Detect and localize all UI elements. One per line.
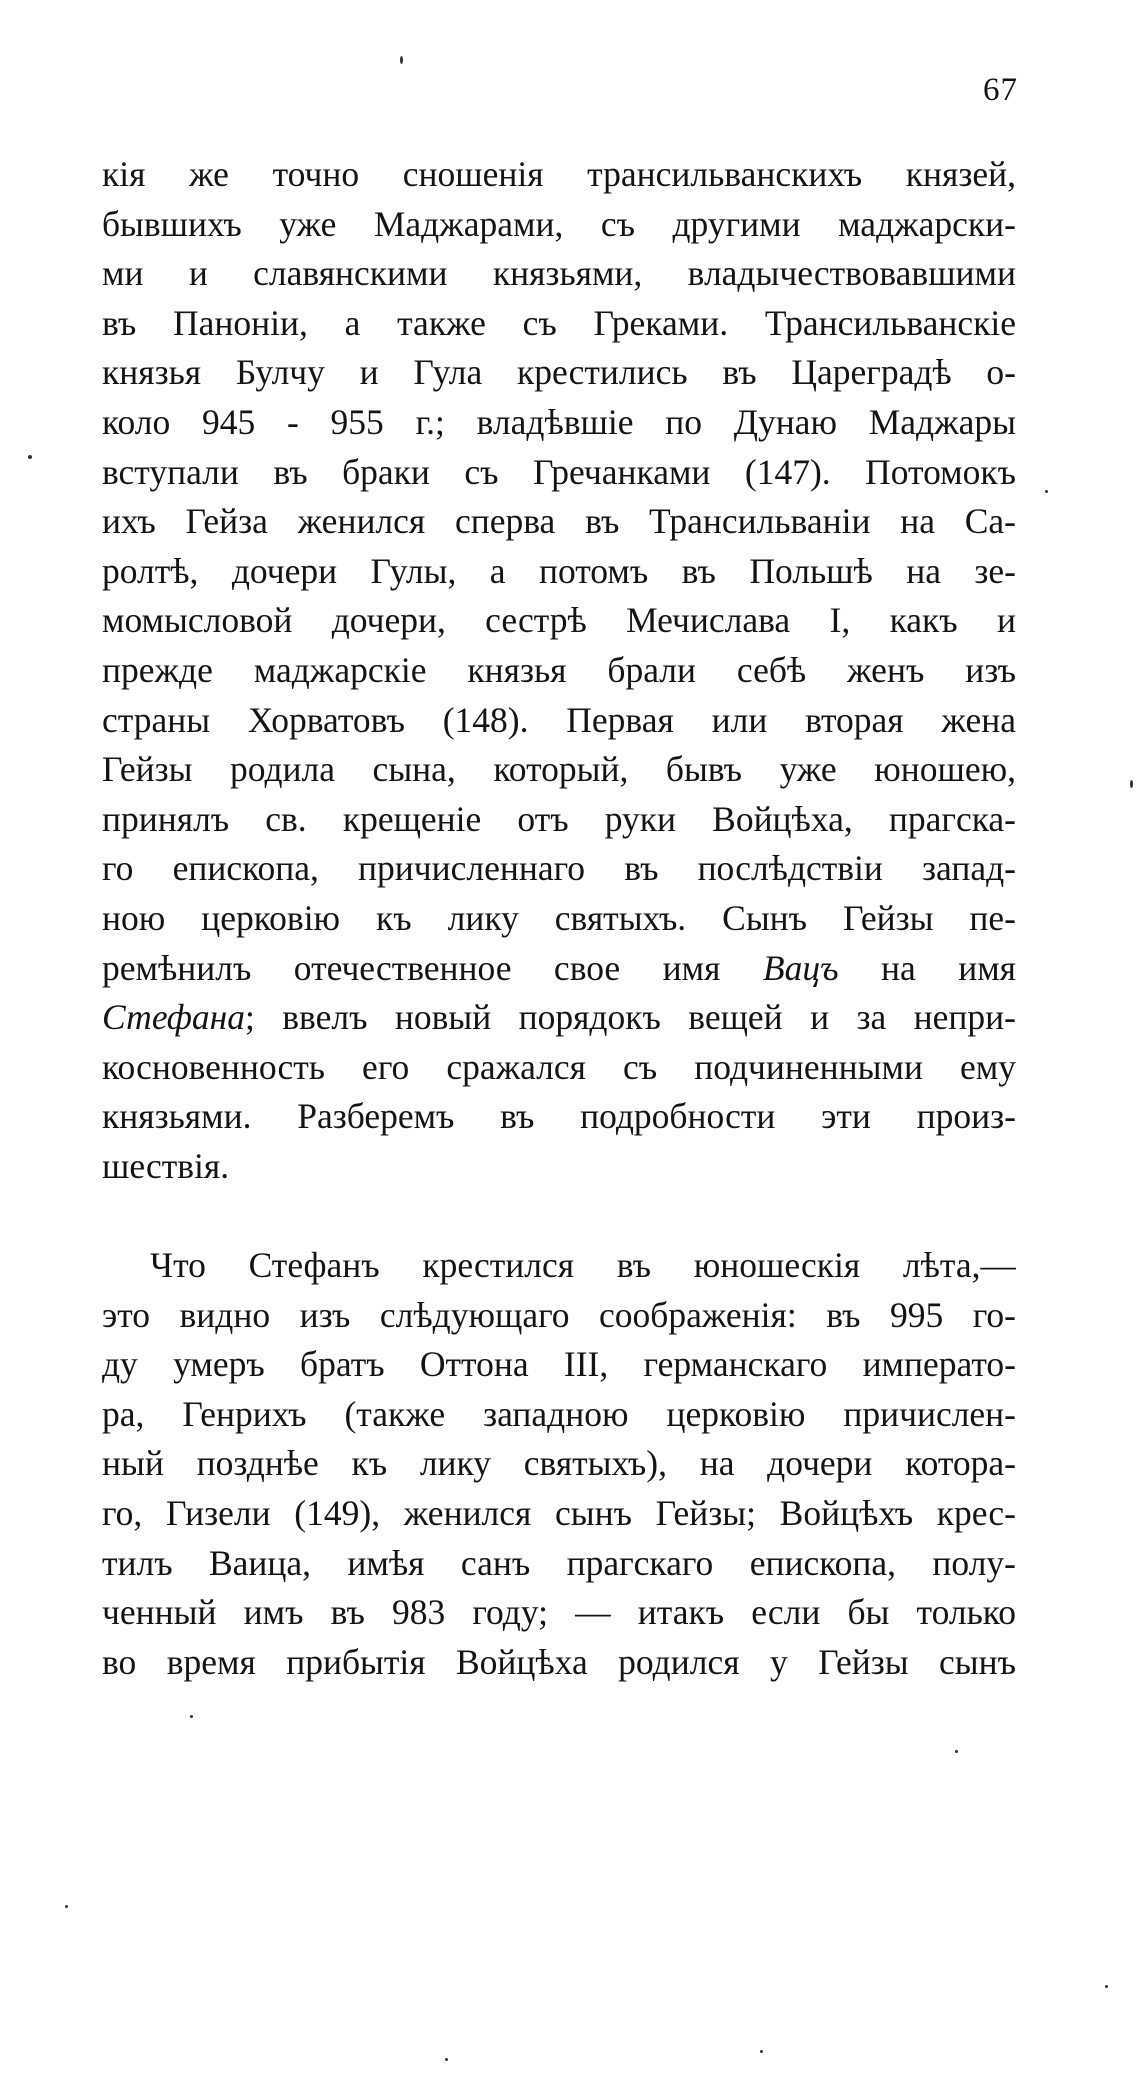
text-line: ихъ Гейза женился сперва въ Трансильваніи на Са- bbox=[102, 501, 1016, 542]
scan-speck bbox=[1130, 780, 1133, 788]
paragraph-2 bbox=[102, 1241, 1016, 1687]
text-line: бывшихъ уже Маджарами, съ другими маджарски- bbox=[102, 203, 1016, 244]
text-line: косновенность его сражался съ подчиненными ему bbox=[102, 1046, 1016, 1087]
text-line: Что Стефанъ крестился въ юношескія лѣта,— bbox=[150, 1245, 1016, 1285]
text-line: вступали въ браки съ Гречанками (147). Потомокъ bbox=[102, 451, 1016, 492]
text-line: коло 945 - 955 г.; владѣвшіе по Дунаю Маджары bbox=[102, 401, 1016, 442]
text-line: ролтѣ, дочери Гулы, а потомъ въ Польшѣ на зе- bbox=[102, 550, 1016, 591]
scan-speck bbox=[760, 2050, 763, 2053]
text-line: кія же точно сношенія трансильванскихъ князей, bbox=[102, 154, 1016, 194]
text-line: го, Гизели (149), женился сынъ Гейзы; Войцѣхъ крес- bbox=[102, 1492, 1016, 1533]
text-line: въ Паноніи, а также съ Греками. Трансильванскіе bbox=[102, 302, 1016, 343]
text-line: принялъ св. крещеніе отъ руки Войцѣха, прагска- bbox=[102, 798, 1016, 839]
text-line: ный позднѣе къ лику святыхъ), на дочери котора- bbox=[102, 1443, 1016, 1484]
text-line: шествія. bbox=[102, 1145, 230, 1186]
text-line: страны Хорватовъ (148). Первая или вторая жена bbox=[102, 699, 1016, 740]
text-line: Стефана; ввелъ новый порядокъ вещей и за непри- bbox=[102, 997, 1016, 1038]
scan-speck bbox=[445, 2058, 448, 2061]
scan-speck bbox=[1045, 490, 1048, 493]
scan-speck bbox=[1105, 1985, 1108, 1988]
text-line: ченный имъ въ 983 году; — итакъ если бы только bbox=[102, 1592, 1016, 1633]
scan-speck bbox=[190, 1715, 193, 1718]
text-line: во время прибытія Войцѣха родился у Гейзы сынъ bbox=[102, 1641, 1016, 1682]
text-line: тилъ Ваица, имѣя санъ прагскаго епископа, полу- bbox=[102, 1542, 1016, 1583]
paragraph-1 bbox=[102, 150, 1016, 1191]
scan-speck bbox=[955, 1750, 958, 1753]
text-line: ду умеръ братъ Оттона III, германскаго императо- bbox=[102, 1344, 1016, 1385]
text-line: ра, Генрихъ (также западною церковію причислен- bbox=[102, 1393, 1016, 1434]
scan-speck bbox=[65, 1905, 68, 1908]
text-line: прежде маджарскіе князья брали себѣ женъ изъ bbox=[102, 649, 1016, 690]
text-line: это видно изъ слѣдующаго соображенія: въ 995 го- bbox=[102, 1294, 1016, 1335]
text-line: момысловой дочери, сестрѣ Мечислава I, какъ и bbox=[102, 600, 1016, 641]
text-line: ремѣнилъ отечественное свое имя Вацъ на имя bbox=[102, 947, 1016, 988]
text-line: ною церковію къ лику святыхъ. Сынъ Гейзы пе- bbox=[102, 897, 1016, 938]
text-line: го епископа, причисленнаго въ послѣдствіи запад- bbox=[102, 848, 1016, 889]
scan-speck bbox=[28, 455, 32, 459]
page-number: 67 bbox=[983, 72, 1018, 108]
text-line: Гейзы родила сына, который, бывъ уже юношею, bbox=[102, 749, 1016, 790]
text-line: князьями. Разберемъ въ подробности эти произ- bbox=[102, 1096, 1016, 1137]
scan-speck bbox=[400, 56, 403, 64]
text-line: князья Булчу и Гула крестились въ Цареградѣ о- bbox=[102, 352, 1016, 393]
text-line: ми и славянскими князьями, владычествовавшими bbox=[102, 253, 1016, 294]
